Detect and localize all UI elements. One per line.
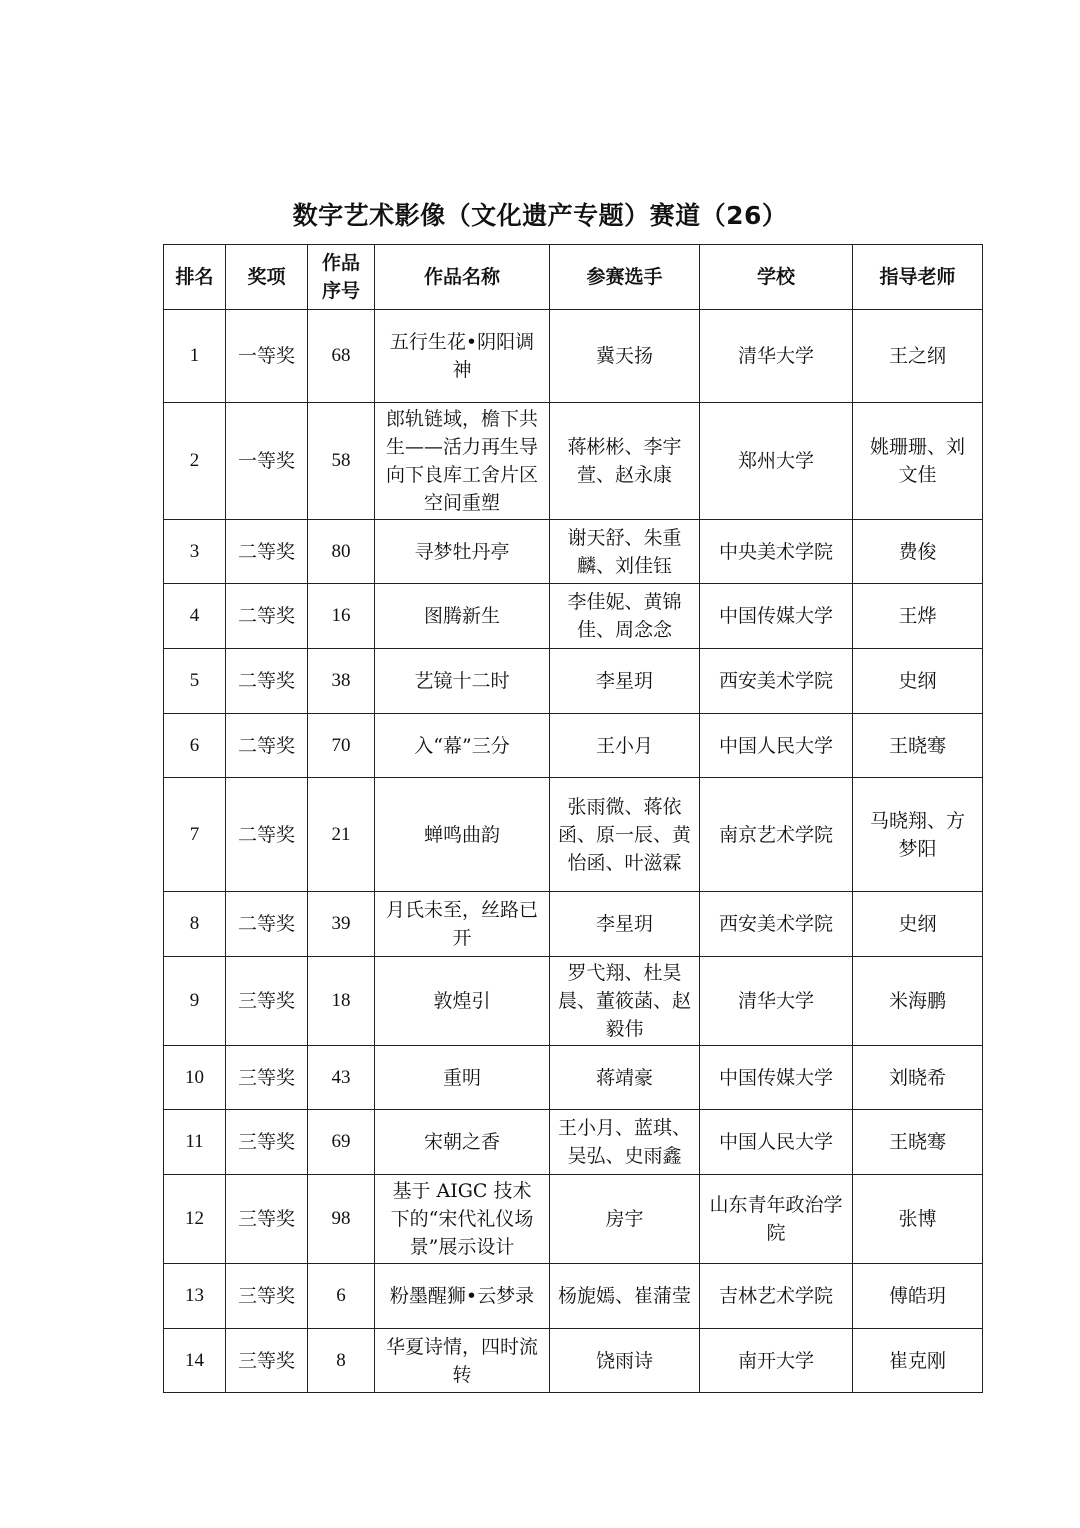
cell-award: 三等奖 bbox=[226, 1329, 308, 1393]
cell-participants: 房宇 bbox=[550, 1175, 700, 1264]
cell-advisor: 张博 bbox=[853, 1175, 983, 1264]
cell-advisor: 史纲 bbox=[853, 649, 983, 714]
cell-work: 华夏诗情，四时流转 bbox=[375, 1329, 550, 1393]
cell-participants: 王小月 bbox=[550, 714, 700, 778]
cell-award: 二等奖 bbox=[226, 520, 308, 584]
cell-participants: 蒋彬彬、李宇萱、赵永康 bbox=[550, 403, 700, 520]
cell-serial: 69 bbox=[308, 1110, 375, 1175]
cell-advisor: 崔克刚 bbox=[853, 1329, 983, 1393]
cell-award: 一等奖 bbox=[226, 310, 308, 403]
table-row bbox=[164, 1110, 983, 1175]
cell-school: 中国传媒大学 bbox=[700, 584, 853, 649]
header-advisor: 指导老师 bbox=[853, 245, 983, 310]
cell-serial: 98 bbox=[308, 1175, 375, 1264]
cell-participants: 王小月、蓝琪、吴弘、史雨鑫 bbox=[550, 1110, 700, 1175]
cell-rank: 3 bbox=[164, 520, 226, 584]
table-row bbox=[164, 584, 983, 649]
cell-award: 三等奖 bbox=[226, 1175, 308, 1264]
cell-school: 中国人民大学 bbox=[700, 714, 853, 778]
cell-rank: 2 bbox=[164, 403, 226, 520]
cell-work: 五行生花•阴阳调神 bbox=[375, 310, 550, 403]
cell-school: 中央美术学院 bbox=[700, 520, 853, 584]
cell-work: 寻梦牡丹亭 bbox=[375, 520, 550, 584]
cell-advisor: 王晓骞 bbox=[853, 1110, 983, 1175]
cell-rank: 1 bbox=[164, 310, 226, 403]
cell-serial: 68 bbox=[308, 310, 375, 403]
cell-serial: 18 bbox=[308, 957, 375, 1046]
cell-participants: 冀天扬 bbox=[550, 310, 700, 403]
header-participants: 参赛选手 bbox=[550, 245, 700, 310]
cell-school: 西安美术学院 bbox=[700, 892, 853, 957]
cell-rank: 14 bbox=[164, 1329, 226, 1393]
cell-serial: 38 bbox=[308, 649, 375, 714]
table-row bbox=[164, 1264, 983, 1329]
cell-work: 入“幕”三分 bbox=[375, 714, 550, 778]
cell-work: 重明 bbox=[375, 1046, 550, 1110]
cell-rank: 10 bbox=[164, 1046, 226, 1110]
cell-serial: 8 bbox=[308, 1329, 375, 1393]
cell-participants: 蒋靖豪 bbox=[550, 1046, 700, 1110]
header-work: 作品名称 bbox=[375, 245, 550, 310]
cell-award: 三等奖 bbox=[226, 957, 308, 1046]
cell-work: 图腾新生 bbox=[375, 584, 550, 649]
cell-participants: 谢天舒、朱重麟、刘佳钰 bbox=[550, 520, 700, 584]
cell-participants: 李佳妮、黄锦佳、周念念 bbox=[550, 584, 700, 649]
header-rank: 排名 bbox=[164, 245, 226, 310]
cell-award: 一等奖 bbox=[226, 403, 308, 520]
cell-serial: 70 bbox=[308, 714, 375, 778]
cell-serial: 80 bbox=[308, 520, 375, 584]
table-row bbox=[164, 649, 983, 714]
cell-school: 清华大学 bbox=[700, 957, 853, 1046]
cell-participants: 饶雨诗 bbox=[550, 1329, 700, 1393]
cell-work: 郎轨链域，檐下共生——活力再生导向下良库工舍片区空间重塑 bbox=[375, 403, 550, 520]
cell-rank: 13 bbox=[164, 1264, 226, 1329]
cell-advisor: 姚珊珊、刘文佳 bbox=[853, 403, 983, 520]
cell-advisor: 刘晓希 bbox=[853, 1046, 983, 1110]
header-award: 奖项 bbox=[226, 245, 308, 310]
cell-work: 基于 AIGC 技术下的“宋代礼仪场景”展示设计 bbox=[375, 1175, 550, 1264]
cell-advisor: 王烨 bbox=[853, 584, 983, 649]
cell-school: 南京艺术学院 bbox=[700, 778, 853, 892]
cell-school: 中国传媒大学 bbox=[700, 1046, 853, 1110]
header-school: 学校 bbox=[700, 245, 853, 310]
cell-advisor: 米海鹏 bbox=[853, 957, 983, 1046]
cell-advisor: 傅皓玥 bbox=[853, 1264, 983, 1329]
cell-rank: 6 bbox=[164, 714, 226, 778]
cell-award: 三等奖 bbox=[226, 1110, 308, 1175]
cell-serial: 39 bbox=[308, 892, 375, 957]
table-row bbox=[164, 403, 983, 520]
document-title: 数字艺术影像（文化遗产专题）赛道（26） bbox=[292, 201, 788, 230]
cell-school: 西安美术学院 bbox=[700, 649, 853, 714]
cell-award: 二等奖 bbox=[226, 778, 308, 892]
table-row bbox=[164, 714, 983, 778]
cell-rank: 9 bbox=[164, 957, 226, 1046]
cell-award: 二等奖 bbox=[226, 714, 308, 778]
table-row bbox=[164, 1329, 983, 1393]
cell-school: 清华大学 bbox=[700, 310, 853, 403]
cell-school: 南开大学 bbox=[700, 1329, 853, 1393]
table-header-row bbox=[164, 245, 983, 310]
cell-work: 蝉鸣曲韵 bbox=[375, 778, 550, 892]
cell-advisor: 费俊 bbox=[853, 520, 983, 584]
cell-award: 三等奖 bbox=[226, 1264, 308, 1329]
cell-award: 二等奖 bbox=[226, 892, 308, 957]
cell-serial: 16 bbox=[308, 584, 375, 649]
cell-award: 二等奖 bbox=[226, 584, 308, 649]
cell-school: 吉林艺术学院 bbox=[700, 1264, 853, 1329]
cell-work: 敦煌引 bbox=[375, 957, 550, 1046]
cell-advisor: 王之纲 bbox=[853, 310, 983, 403]
cell-participants: 张雨微、蒋依函、原一辰、黄怡函、叶滋霖 bbox=[550, 778, 700, 892]
table-row bbox=[164, 778, 983, 892]
cell-participants: 罗弋翔、杜昊晨、董筱菡、赵毅伟 bbox=[550, 957, 700, 1046]
cell-participants: 李星玥 bbox=[550, 649, 700, 714]
cell-rank: 5 bbox=[164, 649, 226, 714]
cell-school: 郑州大学 bbox=[700, 403, 853, 520]
cell-work: 艺镜十二时 bbox=[375, 649, 550, 714]
results-table bbox=[163, 244, 983, 1393]
cell-school: 山东青年政治学院 bbox=[700, 1175, 853, 1264]
cell-rank: 7 bbox=[164, 778, 226, 892]
table-row bbox=[164, 520, 983, 584]
cell-serial: 6 bbox=[308, 1264, 375, 1329]
cell-award: 二等奖 bbox=[226, 649, 308, 714]
cell-advisor: 马晓翔、方梦阳 bbox=[853, 778, 983, 892]
cell-rank: 11 bbox=[164, 1110, 226, 1175]
cell-rank: 4 bbox=[164, 584, 226, 649]
cell-rank: 8 bbox=[164, 892, 226, 957]
cell-advisor: 王晓骞 bbox=[853, 714, 983, 778]
cell-work: 粉墨醒狮•云梦录 bbox=[375, 1264, 550, 1329]
cell-serial: 43 bbox=[308, 1046, 375, 1110]
cell-rank: 12 bbox=[164, 1175, 226, 1264]
cell-participants: 杨旎嫣、崔蒲莹 bbox=[550, 1264, 700, 1329]
table-row bbox=[164, 957, 983, 1046]
table-row bbox=[164, 892, 983, 957]
cell-school: 中国人民大学 bbox=[700, 1110, 853, 1175]
cell-award: 三等奖 bbox=[226, 1046, 308, 1110]
table-row bbox=[164, 1046, 983, 1110]
cell-serial: 58 bbox=[308, 403, 375, 520]
cell-participants: 李星玥 bbox=[550, 892, 700, 957]
header-serial: 作品序号 bbox=[308, 245, 375, 310]
table-row bbox=[164, 1175, 983, 1264]
cell-serial: 21 bbox=[308, 778, 375, 892]
cell-advisor: 史纲 bbox=[853, 892, 983, 957]
table-row bbox=[164, 310, 983, 403]
cell-work: 宋朝之香 bbox=[375, 1110, 550, 1175]
cell-work: 月氏未至，丝路已开 bbox=[375, 892, 550, 957]
